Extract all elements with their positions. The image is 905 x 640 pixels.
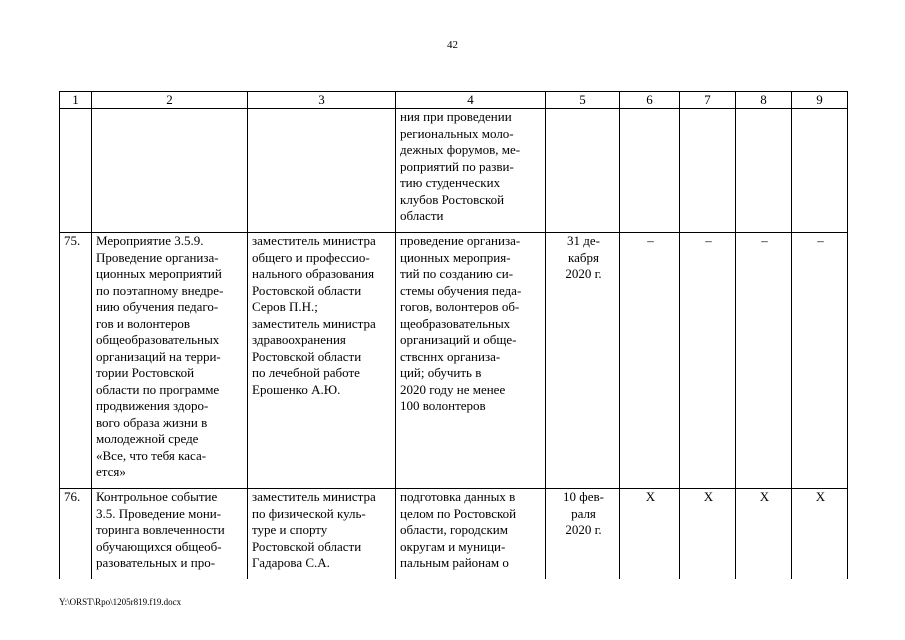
page-number: 42 xyxy=(447,39,458,51)
header-cell: 3 xyxy=(248,92,396,109)
header-cell: 4 xyxy=(396,92,546,109)
result-cell: подготовка данных в целом по Ростовской области, городским округам и муници- пальным районам о xyxy=(396,489,546,589)
cell-empty xyxy=(792,109,848,233)
table-row-76 xyxy=(60,489,848,589)
page-bottom-margin xyxy=(0,579,905,640)
header-cell: 9 xyxy=(792,92,848,109)
header-cell: 2 xyxy=(92,92,248,109)
plan-table xyxy=(59,91,848,589)
cell-empty xyxy=(620,109,680,233)
result-cell: ния при проведении региональных моло- дежных форумов, ме- роприятий по разви- тию студенческих клубов Ростовской области xyxy=(396,109,546,233)
header-cell: 7 xyxy=(680,92,736,109)
row-number: 76. xyxy=(60,489,92,589)
table-row-continuation xyxy=(60,109,848,233)
value-cell: X xyxy=(792,489,848,589)
value-cell: – xyxy=(736,233,792,489)
cell-empty xyxy=(92,109,248,233)
value-cell: X xyxy=(736,489,792,589)
value-cell: – xyxy=(680,233,736,489)
header-cell: 1 xyxy=(60,92,92,109)
value-cell: – xyxy=(620,233,680,489)
value-cell: X xyxy=(620,489,680,589)
row-number: 75. xyxy=(60,233,92,489)
event-cell: Мероприятие 3.5.9. Проведение организа- ционных мероприятий по поэтапному внедре- нию обучения педаго- гов и волонтеров общеобразовательных организаций на терри- тории Ростовской области по программе продвижения здоро- вого образа жизни в молодежной среде «Все, что тебя каса- ется» xyxy=(92,233,248,489)
cell-empty xyxy=(248,109,396,233)
cell-empty xyxy=(60,109,92,233)
cell-empty xyxy=(546,109,620,233)
table-row-75 xyxy=(60,233,848,489)
responsible-cell: заместитель министра общего и профессио- нального образования Ростовской области Серов П.Н.; заместитель министра здравоохранения Ростовской области по лечебной работе Ерошенко А.Ю. xyxy=(248,233,396,489)
value-cell: – xyxy=(792,233,848,489)
header-cell: 8 xyxy=(736,92,792,109)
deadline-cell: 10 фев- раля 2020 г. xyxy=(546,489,620,589)
cell-empty xyxy=(680,109,736,233)
event-cell: Контрольное событие 3.5. Проведение мони- торинга вовлеченности обучающихся общеоб- разовательных и про- xyxy=(92,489,248,589)
result-cell: проведение организа- ционных мероприя- тий по созданию си- стемы обучения педа- гогов, волонтеров об- щеобразовательных организаций и обще- ствсннх организа- ций; обучить в 2020 году не менее 100 волонтеров xyxy=(396,233,546,489)
cell-empty xyxy=(736,109,792,233)
header-cell: 6 xyxy=(620,92,680,109)
responsible-cell: заместитель министра по физической куль- туре и спорту Ростовской области Гадарова С.А. xyxy=(248,489,396,589)
header-cell: 5 xyxy=(546,92,620,109)
value-cell: X xyxy=(680,489,736,589)
deadline-cell: 31 де- кабря 2020 г. xyxy=(546,233,620,489)
header-row xyxy=(60,92,848,109)
footer-file-path: Y:\ORST\Rpo\1205r819.f19.docx xyxy=(59,597,182,607)
